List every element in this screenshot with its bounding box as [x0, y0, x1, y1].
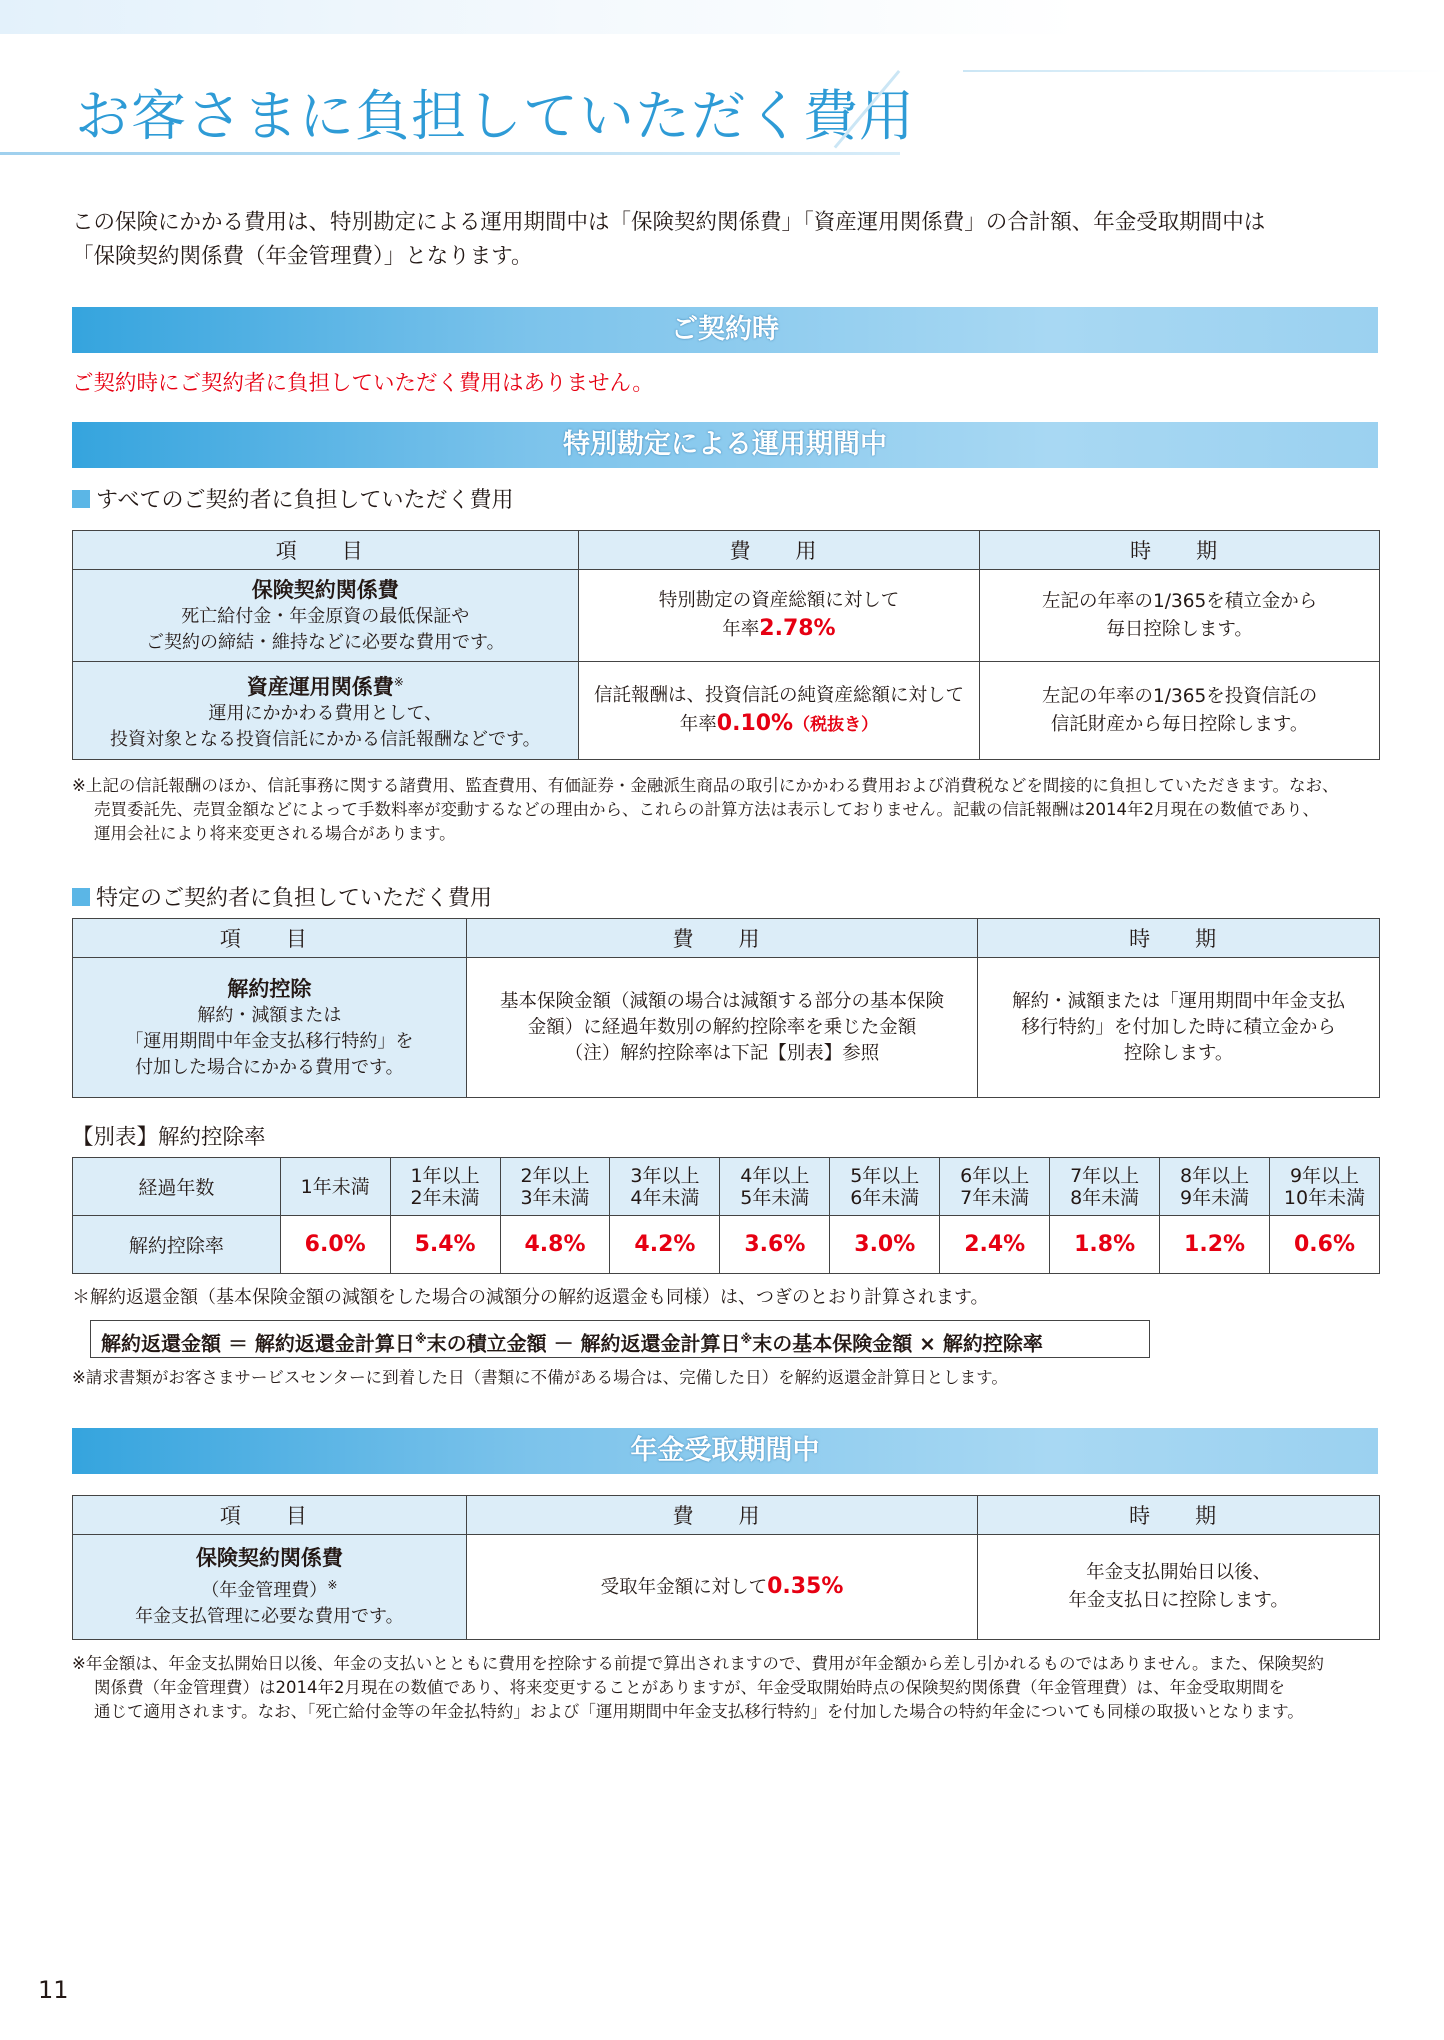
refund-note: ＊解約返還金額（基本保険金額の減額をした場合の減額分の解約返還金も同様）は、つぎのとおり計算されます。 — [72, 1287, 989, 1308]
elapsed-years-label: 経過年数 — [73, 1158, 281, 1216]
header-timing: 時 期 — [980, 531, 1380, 570]
cost-table-all — [72, 530, 1380, 760]
subhead-specific-contractors — [72, 881, 492, 912]
asset-fee-tax-note: （税抜き） — [793, 715, 879, 735]
contract-fee-desc-1: 死亡給付金・年金原資の最低保証や — [181, 605, 470, 627]
header-item: 項 目 — [73, 531, 579, 570]
period-2: 2年以上 3年未満 — [500, 1158, 610, 1216]
square-bullet-icon — [72, 888, 90, 906]
asset-fee-rate-prefix: 年率 — [679, 714, 717, 735]
trust-note-line-3: 運用会社により将来変更される場合があります。 — [94, 824, 456, 843]
header-cost: 費 用 — [466, 1496, 978, 1535]
annuity-fee-note-mark: ※ — [327, 1578, 338, 1592]
contract-fee-timing — [980, 570, 1380, 662]
contract-fee-rate-prefix: 年率 — [722, 619, 760, 640]
contract-fee-cost — [578, 570, 980, 662]
annuity-fee-rate: 0.35% — [767, 1573, 844, 1599]
trust-note-line-2: 売買委託先、売買金額などによって手数料率が変動するなどの理由から、これらの計算方法は表示しておりません。記載の信託報酬は2014年2月現在の数値であり、 — [94, 800, 1319, 819]
contract-fee-desc-2: ご契約の締結・維持などに必要な費用です。 — [146, 631, 505, 653]
refund-formula — [90, 1320, 1150, 1358]
asset-fee-timing-1: 左記の年率の1/365を投資信託の — [1041, 685, 1318, 707]
asset-fee-cost-text: 信託報酬は、投資信託の純資産総額に対して — [593, 685, 964, 706]
surrender-desc-2: 「運用期間中年金支払移行特約」を — [125, 1030, 414, 1052]
period-7: 7年以上 8年未満 — [1050, 1158, 1160, 1216]
period-8: 8年以上 9年未満 — [1160, 1158, 1270, 1216]
header-timing: 時 期 — [978, 1496, 1380, 1535]
contract-fee-timing-1: 左記の年率の1/365を積立金から — [1041, 590, 1318, 612]
row-surrender-charge — [73, 958, 467, 1098]
top-band — [0, 0, 1444, 34]
cost-table-annuity — [72, 1495, 1380, 1640]
rate-value: 1.2% — [1160, 1216, 1270, 1274]
surrender-cost-2: 金額）に経過年数別の解約控除率を乗じた金額 — [527, 1016, 917, 1038]
contract-fee-title: 保険契約関係費 — [251, 577, 399, 602]
title-top-line — [963, 70, 1444, 72]
asset-fee-cost — [578, 662, 980, 760]
surrender-cost — [466, 958, 978, 1098]
period-5: 5年以上 6年未満 — [830, 1158, 940, 1216]
subhead-all-contractors — [72, 483, 514, 514]
annuity-note-line-2: 関係費（年金管理費）は2014年2月現在の数値であり、将来変更することがありますが、年金受取開始時点の保険契約関係費（年金管理費）は、年金受取期間を — [94, 1678, 1285, 1697]
period-1: 1年以上 2年未満 — [390, 1158, 500, 1216]
trust-note-line-1: ※上記の信託報酬のほか、信託事務に関する諸費用、監査費用、有価証券・金融派生商品の取引にかかわる費用および消費税などを間接的に負担していただきます。なお、 — [72, 776, 1339, 795]
header-timing: 時 期 — [978, 919, 1380, 958]
formula-mark-1: ※ — [414, 1332, 427, 1346]
annuity-note — [72, 1652, 1387, 1724]
rate-value: 4.8% — [500, 1216, 610, 1274]
annuity-fee-sub: （年金管理費） — [201, 1580, 328, 1601]
no-cost-statement: ご契約時にご契約者に負担していただく費用はありません。 — [72, 371, 654, 396]
rate-value: 2.4% — [940, 1216, 1050, 1274]
contract-fee-timing-2: 毎日控除します。 — [1106, 618, 1253, 640]
asset-fee-title: 資産運用関係費 — [246, 675, 394, 699]
subhead-specific-label: 特定のご契約者に負担していただく費用 — [96, 886, 493, 911]
period-0: 1年未満 — [280, 1158, 390, 1216]
rate-value: 3.0% — [830, 1216, 940, 1274]
formula-part-2: 末の積立金額 － 解約返還金計算日 — [426, 1331, 741, 1356]
annuity-fee-title: 保険契約関係費 — [195, 1546, 343, 1570]
rate-value: 1.8% — [1050, 1216, 1160, 1274]
rate-value: 5.4% — [390, 1216, 500, 1274]
annuity-fee-timing — [978, 1535, 1380, 1640]
annuity-fee-timing-1: 年金支払開始日以後、 — [1086, 1562, 1272, 1583]
asset-fee-desc-1: 運用にかかわる費用として、 — [208, 703, 443, 724]
rate-value: 6.0% — [280, 1216, 390, 1274]
surrender-cost-3: （注）解約控除率は下記【別表】参照 — [564, 1042, 880, 1064]
surrender-timing — [978, 958, 1380, 1098]
intro-line-1: この保険にかかる費用は、特別勘定による運用期間中は「保険契約関係費」「資産運用関係費」の合計額、年金受取期間中は — [72, 210, 1266, 235]
cost-table-specific — [72, 918, 1380, 1098]
annuity-note-line-1: ※年金額は、年金支払開始日以後、年金の支払いとともに費用を控除する前提で算出されますので、費用が年金額から差し引かれるものではありません。また、保険契約 — [72, 1654, 1324, 1673]
annuity-fee-desc: 年金支払管理に必要な費用です。 — [135, 1606, 404, 1627]
page-title: お客さまに負担していただく費用 — [75, 84, 916, 148]
rate-value: 0.6% — [1270, 1216, 1380, 1274]
elapsed-years-row — [73, 1158, 1380, 1216]
row-annuity-fee — [73, 1535, 467, 1640]
period-9: 9年以上 10年未満 — [1270, 1158, 1380, 1216]
surrender-desc-3: 付加した場合にかかる費用です。 — [135, 1056, 404, 1078]
annuity-fee-timing-2: 年金支払日に控除します。 — [1068, 1590, 1289, 1611]
row-contract-fee — [73, 570, 579, 662]
header-cost: 費 用 — [578, 531, 980, 570]
annuity-fee-cost — [466, 1535, 978, 1640]
square-bullet-icon — [72, 490, 90, 508]
surrender-timing-2: 移行特約」を付加した時に積立金から — [1021, 1016, 1336, 1038]
row-asset-fee — [73, 662, 579, 760]
formula-part-1: 解約返還金額 ＝ 解約返還金計算日 — [101, 1331, 415, 1356]
surrender-title: 解約控除 — [227, 976, 312, 1001]
title-underline — [0, 152, 900, 155]
contract-fee-cost-text: 特別勘定の資産総額に対して — [658, 590, 900, 611]
surrender-timing-1: 解約・減額または「運用期間中年金支払 — [1012, 990, 1346, 1012]
section-bar-contract: ご契約時 — [72, 307, 1378, 353]
asset-fee-desc-2: 投資対象となる投資信託にかかる信託報酬などです。 — [110, 729, 541, 750]
asset-fee-rate: 0.10% — [716, 711, 794, 736]
formula-part-3: 末の基本保険金額 × 解約控除率 — [752, 1331, 1043, 1356]
surrender-desc-1: 解約・減額または — [197, 1004, 342, 1026]
rate-row — [73, 1216, 1380, 1274]
period-4: 4年以上 5年未満 — [720, 1158, 830, 1216]
intro-line-2: 「保険契約関係費（年金管理費）」となります。 — [72, 244, 533, 269]
period-6: 6年以上 7年未満 — [940, 1158, 1050, 1216]
rate-value: 3.6% — [720, 1216, 830, 1274]
header-item: 項 目 — [73, 919, 467, 958]
surrender-cost-1: 基本保険金額（減額の場合は減額する部分の基本保険 — [499, 990, 944, 1012]
period-3: 3年以上 4年未満 — [610, 1158, 720, 1216]
surrender-timing-3: 控除します。 — [1123, 1042, 1234, 1064]
asset-fee-note-mark: ※ — [393, 675, 404, 689]
page-number: 11 — [38, 1976, 69, 2004]
header-cost: 費 用 — [466, 919, 978, 958]
intro-text — [72, 206, 1382, 274]
title-area — [0, 34, 1444, 159]
rate-value: 4.2% — [610, 1216, 720, 1274]
trust-fee-note — [72, 774, 1387, 846]
subhead-all-label: すべてのご契約者に負担していただく費用 — [96, 488, 514, 513]
rate-table-caption: 【別表】解約控除率 — [72, 1125, 266, 1150]
section-bar-annuity: 年金受取期間中 — [72, 1428, 1378, 1474]
rate-label: 解約控除率 — [73, 1216, 281, 1274]
contract-fee-rate: 2.78% — [759, 616, 836, 641]
surrender-rate-table — [72, 1157, 1380, 1274]
annuity-note-line-3: 通じて適用されます。なお、「死亡給付金等の年金払特約」および「運用期間中年金支払移行特約」を付加した場合の特約年金についても同様の取扱いとなります。 — [94, 1702, 1304, 1721]
asset-fee-timing-2: 信託財産から毎日控除します。 — [1050, 713, 1309, 735]
header-item: 項 目 — [73, 1496, 467, 1535]
formula-mark-2: ※ — [740, 1332, 753, 1346]
section-bar-operation: 特別勘定による運用期間中 — [72, 422, 1378, 468]
asset-fee-timing — [980, 662, 1380, 760]
formula-note: ※請求書類がお客さまサービスセンターに到着した日（書類に不備がある場合は、完備した日）を解約返還金計算日とします。 — [72, 1368, 1008, 1387]
annuity-fee-cost-text: 受取年金額に対して — [600, 1576, 768, 1598]
